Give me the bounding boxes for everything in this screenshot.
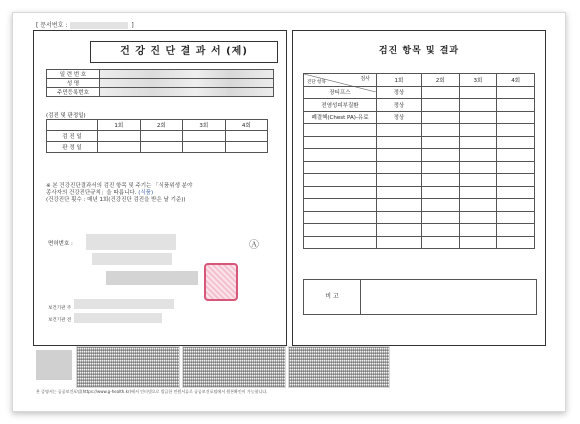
results-value-cell xyxy=(459,224,497,237)
exam-date-cell xyxy=(183,131,226,142)
results-value-cell xyxy=(459,86,497,99)
results-row xyxy=(304,224,535,237)
org-phone-label: 보건기관 전 xyxy=(48,318,72,323)
results-row xyxy=(304,236,535,249)
redacted-license-number xyxy=(86,234,176,250)
remarks-box xyxy=(303,279,537,315)
results-row xyxy=(304,161,535,174)
notice-text xyxy=(46,183,276,204)
results-value-cell xyxy=(497,136,535,149)
results-item-cell xyxy=(304,224,377,237)
results-value-cell xyxy=(421,111,459,124)
judgment-date-cell xyxy=(98,142,141,153)
results-value-cell xyxy=(421,211,459,224)
results-value-cell xyxy=(377,136,422,149)
results-row xyxy=(304,149,535,162)
signature-mark-icon: Ⓐ xyxy=(249,240,259,251)
results-value-cell xyxy=(421,224,459,237)
results-value-cell xyxy=(459,186,497,199)
results-item-cell xyxy=(304,199,377,212)
barcode-image xyxy=(182,346,286,388)
results-value-cell xyxy=(497,186,535,199)
notice-line xyxy=(46,190,276,197)
doc-number-label: [ 문서번호 : xyxy=(36,22,68,29)
exam-date-cell xyxy=(98,131,141,142)
results-value-cell xyxy=(421,149,459,162)
results-value-cell xyxy=(421,136,459,149)
results-value-cell xyxy=(497,111,535,124)
results-value-cell xyxy=(459,236,497,249)
results-value-cell xyxy=(497,124,535,137)
results-value-cell xyxy=(377,124,422,137)
results-value-cell xyxy=(421,199,459,212)
results-panel xyxy=(292,30,546,346)
results-body xyxy=(304,86,535,249)
results-row xyxy=(304,111,535,124)
results-value-cell xyxy=(459,149,497,162)
results-value-cell: 정상 xyxy=(377,86,422,99)
results-value-cell xyxy=(421,99,459,112)
barcode-image xyxy=(288,346,390,388)
certificate-title: 건 강 진 단 결 과 서 (제) xyxy=(90,41,278,63)
results-value-cell xyxy=(377,224,422,237)
resident-number-label: 주민등록번호 xyxy=(47,88,100,97)
redacted-org-phone xyxy=(74,313,162,323)
results-item-cell xyxy=(304,211,377,224)
results-item-cell xyxy=(304,136,377,149)
results-value-cell xyxy=(497,86,535,99)
notice-line: ※ 본 건강진단결과서의 검진 항목 및 주기는 「식품위생 분야 xyxy=(46,183,193,189)
results-value-cell xyxy=(497,211,535,224)
results-value-cell xyxy=(459,161,497,174)
results-value-cell xyxy=(377,174,422,187)
doc-number-close: ] xyxy=(131,22,134,29)
results-value-cell: 정상 xyxy=(377,99,422,112)
personal-info-table xyxy=(46,69,274,97)
results-row xyxy=(304,174,535,187)
exam-section-label: (검진 및 판정일) xyxy=(46,113,86,119)
results-value-cell xyxy=(459,199,497,212)
judgment-date-label: 판 정 일 xyxy=(47,142,98,153)
results-value-cell xyxy=(377,161,422,174)
exam-date-label: 검 진 일 xyxy=(47,131,98,142)
exam-col-2: 2회 xyxy=(140,120,183,131)
results-row xyxy=(304,99,535,112)
results-value-cell xyxy=(497,161,535,174)
results-item-cell xyxy=(304,124,377,137)
results-item-cell: 장티프스 xyxy=(304,86,377,99)
results-value-cell xyxy=(497,174,535,187)
results-item-cell xyxy=(304,186,377,199)
notice-line-text: 종사자의 건강진단규칙」을 따릅니다. xyxy=(46,190,137,196)
results-value-cell xyxy=(497,236,535,249)
results-value-cell xyxy=(497,199,535,212)
judgment-date-cell xyxy=(183,142,226,153)
results-value-cell xyxy=(377,186,422,199)
judgment-date-cell xyxy=(225,142,268,153)
results-value-cell xyxy=(459,99,497,112)
results-value-cell xyxy=(459,174,497,187)
serial-number-label: 일 련 번 호 xyxy=(47,70,100,79)
results-row xyxy=(304,211,535,224)
exam-corner-cell xyxy=(47,120,98,131)
results-row xyxy=(304,186,535,199)
results-value-cell xyxy=(421,186,459,199)
remarks-label: 비 고 xyxy=(304,280,361,314)
results-row xyxy=(304,124,535,137)
name-label: 성 명 xyxy=(47,79,100,88)
certificate-panel xyxy=(33,30,287,346)
results-item-cell: 폐결핵(Chest PA)-유료 xyxy=(304,111,377,124)
notice-highlight: (식품) xyxy=(138,190,154,196)
results-value-cell xyxy=(377,236,422,249)
results-item-cell xyxy=(304,174,377,187)
redacted-org-address xyxy=(74,299,174,309)
results-item-cell: 전염성피부질환 xyxy=(304,99,377,112)
header-item-label: 진단 항목 xyxy=(307,79,326,85)
exam-col-1: 1회 xyxy=(98,120,141,131)
results-col-3: 3회 xyxy=(459,74,497,87)
results-col-2: 2회 xyxy=(421,74,459,87)
results-item-cell xyxy=(304,161,377,174)
document-number xyxy=(36,20,134,29)
results-value-cell: 정상 xyxy=(377,111,422,124)
results-value-cell xyxy=(459,124,497,137)
resident-number-value xyxy=(100,88,274,97)
exam-col-3: 3회 xyxy=(183,120,226,131)
results-value-cell xyxy=(459,211,497,224)
results-title: 검진 항목 및 결과 xyxy=(378,46,460,56)
results-item-cell xyxy=(304,236,377,249)
results-value-cell xyxy=(459,111,497,124)
exam-date-table xyxy=(46,119,268,153)
results-value-cell xyxy=(377,199,422,212)
footer-notice: 본 증명서는 공공보건포털(https://www.g-health.kr)에서 인터넷으로 발급한 민원서류로 공공보건포털에서 원본확인이 가능합니다. xyxy=(36,389,268,394)
results-value-cell xyxy=(459,136,497,149)
results-header-corner xyxy=(304,74,377,87)
watermark-logo xyxy=(36,350,72,380)
results-value-cell xyxy=(421,161,459,174)
results-row xyxy=(304,136,535,149)
results-value-cell xyxy=(421,86,459,99)
results-value-cell xyxy=(377,149,422,162)
header-exam-label: 검사 xyxy=(360,76,370,82)
org-address-label: 보건기관 주 xyxy=(48,306,72,311)
notice-line: (건강진단 횟수 : 매년 1회(건강진단 검진을 받은 날 기준)) xyxy=(46,197,186,203)
results-table xyxy=(303,73,535,249)
exam-col-4: 4회 xyxy=(225,120,268,131)
official-seal-stamp xyxy=(204,263,238,301)
serial-number-value xyxy=(100,70,274,79)
results-value-cell xyxy=(421,174,459,187)
redacted-doc-number xyxy=(70,22,128,29)
name-value xyxy=(100,79,274,88)
exam-date-cell xyxy=(140,131,183,142)
barcode-image xyxy=(76,346,180,388)
results-value-cell xyxy=(497,99,535,112)
results-col-1: 1회 xyxy=(377,74,422,87)
results-value-cell xyxy=(377,211,422,224)
results-row xyxy=(304,199,535,212)
judgment-date-cell xyxy=(140,142,183,153)
redacted-doctor-info xyxy=(92,253,172,265)
exam-date-cell xyxy=(225,131,268,142)
results-item-cell xyxy=(304,149,377,162)
results-value-cell xyxy=(421,124,459,137)
results-value-cell xyxy=(421,236,459,249)
results-value-cell xyxy=(497,149,535,162)
results-value-cell xyxy=(497,224,535,237)
license-number-label: 면허번호 : xyxy=(48,241,73,247)
results-col-4: 4회 xyxy=(497,74,535,87)
redacted-doctor-name xyxy=(106,271,198,285)
